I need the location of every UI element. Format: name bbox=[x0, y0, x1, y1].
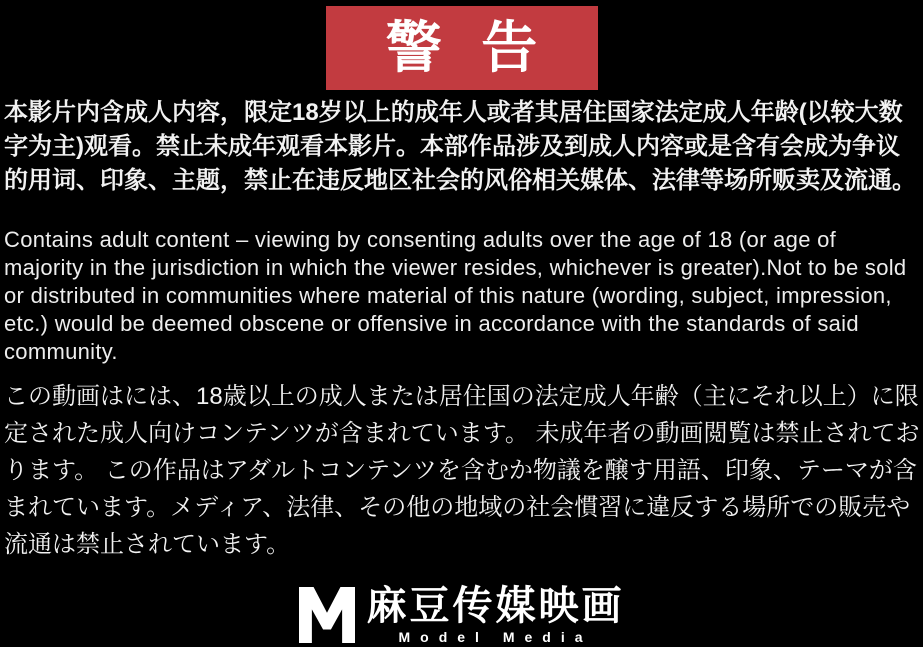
studio-logo bbox=[299, 585, 625, 645]
logo-name-chinese: 麻豆传媒映画 bbox=[366, 584, 625, 628]
disclaimer-japanese: この動画はには、18歳以上の成人または居住国の法定成人年齢（主にそれ以上）に限定された成人向けコンテンツが含まれています。 未成年者の動画閲覧は禁止されております。 この作品はアダルトコンテンツを含むか物議を醸す用語、印象、テーマが含まれています。メディア、法律、その他の地域の社会慣習に違反する場所での販売や流通は禁止されています。 bbox=[4, 383, 920, 558]
logo-name-english: Model Media bbox=[398, 629, 593, 645]
logo-m-icon bbox=[299, 585, 355, 645]
disclaimer-chinese: 本影片内含成人内容，限定18岁以上的成年人或者其居住国家法定成人年龄(以较大数字为主)观看。禁止未成年观看本影片。本部作品涉及到成人内容或是含有会成为争议的用词、印象、主题，禁止在违反地区社会的风俗相关媒体、法律等场所贩卖及流通。 bbox=[4, 99, 916, 194]
disclaimer-english: Contains adult content – viewing by consenting adults over the age of 18 (or age of majority in the jurisdiction in which the viewer resides, whichever is greater).Not to be sold or distributed in communities where material of this nature (wording, subject, impression, etc.) would be deemed obscene or offensive in accordance with the standards of said community. bbox=[4, 227, 907, 364]
warning-banner bbox=[326, 6, 598, 90]
warning-title: 警 告 bbox=[385, 16, 550, 79]
logo-text bbox=[367, 586, 625, 645]
